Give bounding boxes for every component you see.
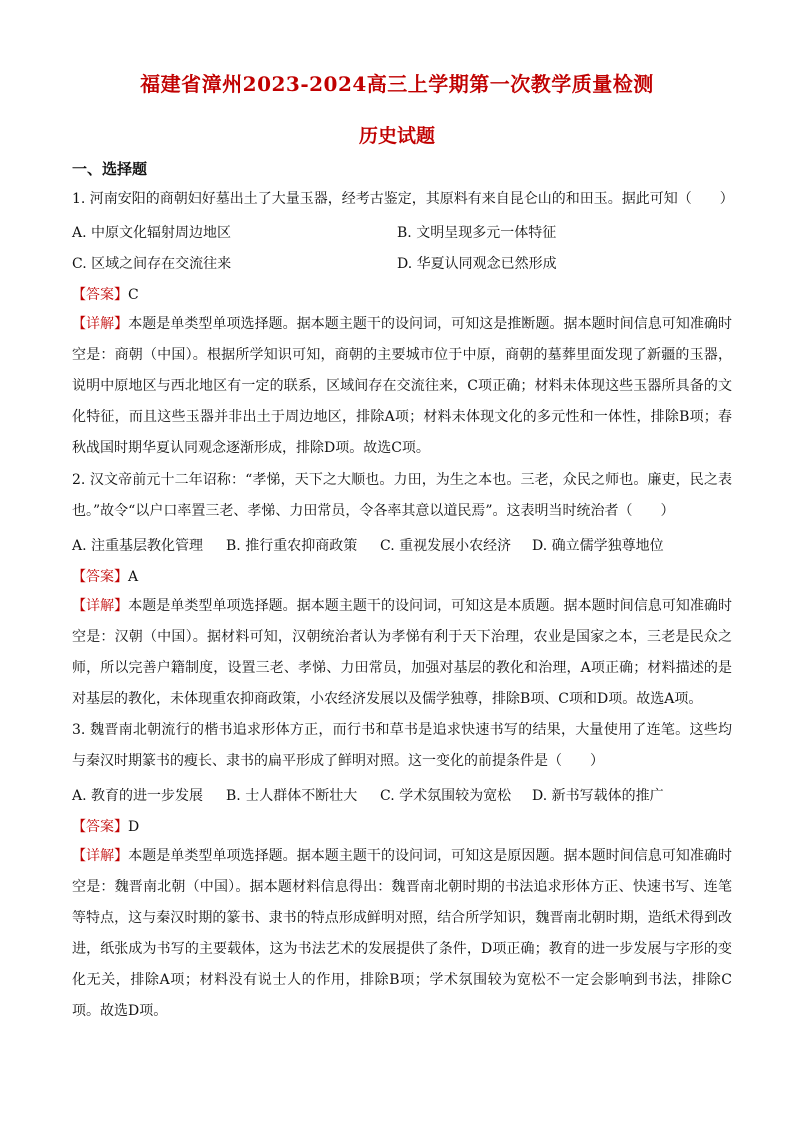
question-3-option-d: D. 新书写载体的推广: [532, 788, 664, 804]
question-2-option-c: C. 重视发展小农经济: [380, 538, 512, 554]
answer-tag: 【答案】: [72, 569, 128, 585]
document-subtitle: 历史试题: [358, 125, 435, 147]
answer-value: A: [128, 569, 139, 585]
answer-tag: 【答案】: [72, 287, 128, 303]
answer-value: C: [128, 287, 139, 303]
question-2-option-b: B. 推行重农抑商政策: [226, 538, 358, 554]
question-1-answer: [72, 284, 139, 304]
question-1-detail: [72, 309, 732, 464]
question-1-stem: 1. 河南安阳的商朝妇好墓出土了大量玉器，经考古鉴定，其原料有来自昆仑山的和田玉。据此可知（ ）: [72, 191, 734, 207]
detail-tag: 【详解】: [72, 316, 129, 332]
question-3-answer: [72, 816, 139, 836]
question-3-option-b: B. 士人群体不断壮大: [226, 788, 358, 804]
question-2-detail: [72, 591, 732, 715]
detail-tag: 【详解】: [72, 848, 129, 864]
answer-tag: 【答案】: [72, 819, 128, 835]
question-2-option-a: A. 注重基层教化管理: [72, 538, 204, 554]
question-1-option-a: A. 中原文化辐射周边地区: [72, 225, 232, 241]
answer-value: D: [128, 819, 140, 835]
question-1-option-b: B. 文明呈现多元一体特征: [397, 225, 557, 241]
question-1-option-d: D. 华夏认同观念已然形成: [397, 256, 557, 272]
question-2-answer: [72, 566, 138, 586]
question-3-option-c: C. 学术氛围较为宽松: [380, 788, 512, 804]
question-2-stem: 2. 汉文帝前元十二年诏称：“孝悌，天下之大顺也。力田，为生之本也。三老，众民之师也。廉吏，民之表也。”故令“以户口率置三老、孝悌、力田常员，令各率其意以道民焉”。这表明当时统治者（ ）: [72, 472, 732, 519]
question-3-option-a: A. 教育的进一步发展: [72, 788, 204, 804]
question-2-option-d: D. 确立儒学独尊地位: [532, 538, 664, 554]
question-1-option-c: C. 区域之间存在交流往来: [72, 256, 232, 272]
detail-tag: 【详解】: [72, 598, 129, 614]
question-3-detail: [72, 841, 732, 1027]
detail-text: 本题是单类型单项选择题。据本题主题干的设问词，可知这是推断题。据本题时间信息可知准确时空是：商朝（中国）。根据所学知识可知，商朝的主要城市位于中原，商朝的墓葬里面发现了新疆的玉器，说明中原地区与西北地区有一定的联系，区域间存在交流往来，C项正确；材料未体现这些玉器所具备的文化特征，而且这些玉器并非出土于周边地区，排除A项；材料未体现文化的多元性和一体性，排除B项；春秋战国时期华夏认同观念逐渐形成，排除D项。故选C项。: [72, 316, 733, 456]
document-title: 福建省漳州2023-2024高三上学期第一次教学质量检测: [140, 72, 654, 96]
question-3-stem: 3. 魏晋南北朝流行的楷书追求形体方正，而行书和草书是追求快速书写的结果，大量使用了连笔。这些均与秦汉时期篆书的瘦长、隶书的扁平形成了鲜明对照。这一变化的前提条件是（ ）: [72, 722, 732, 769]
section-heading: 一、选择题: [72, 160, 148, 178]
detail-text: 本题是单类型单项选择题。据本题主题干的设问词，可知这是本质题。据本题时间信息可知准确时空是：汉朝（中国）。据材料可知，汉朝统治者认为孝悌有利于天下治理，农业是国家之本，三老是民众之师，所以完善户籍制度，设置三老、孝悌、力田常员，加强对基层的教化和治理，A项正确；材料描述的是对基层的教化，未体现重农抑商政策，小农经济发展以及儒学独尊，排除B项、C项和D项。故选A项。: [72, 598, 733, 707]
detail-text: 本题是单类型单项选择题。据本题主题干的设问词，可知这是原因题。据本题时间信息可知准确时空是：魏晋南北朝（中国）。据本题材料信息得出：魏晋南北朝时期的书法追求形体方正、快速书写、连笔等特点，这与秦汉时期的篆书、隶书的特点形成鲜明对照，结合所学知识，魏晋南北朝时期，造纸术得到改进，纸张成为书写的主要载体，这为书法艺术的发展提供了条件，D项正确；教育的进一步发展与字形的变化无关，排除A项；材料没有说士人的作用，排除B项；学术氛围较为宽松不一定会影响到书法，排除C项。故选D项。: [72, 848, 733, 1019]
